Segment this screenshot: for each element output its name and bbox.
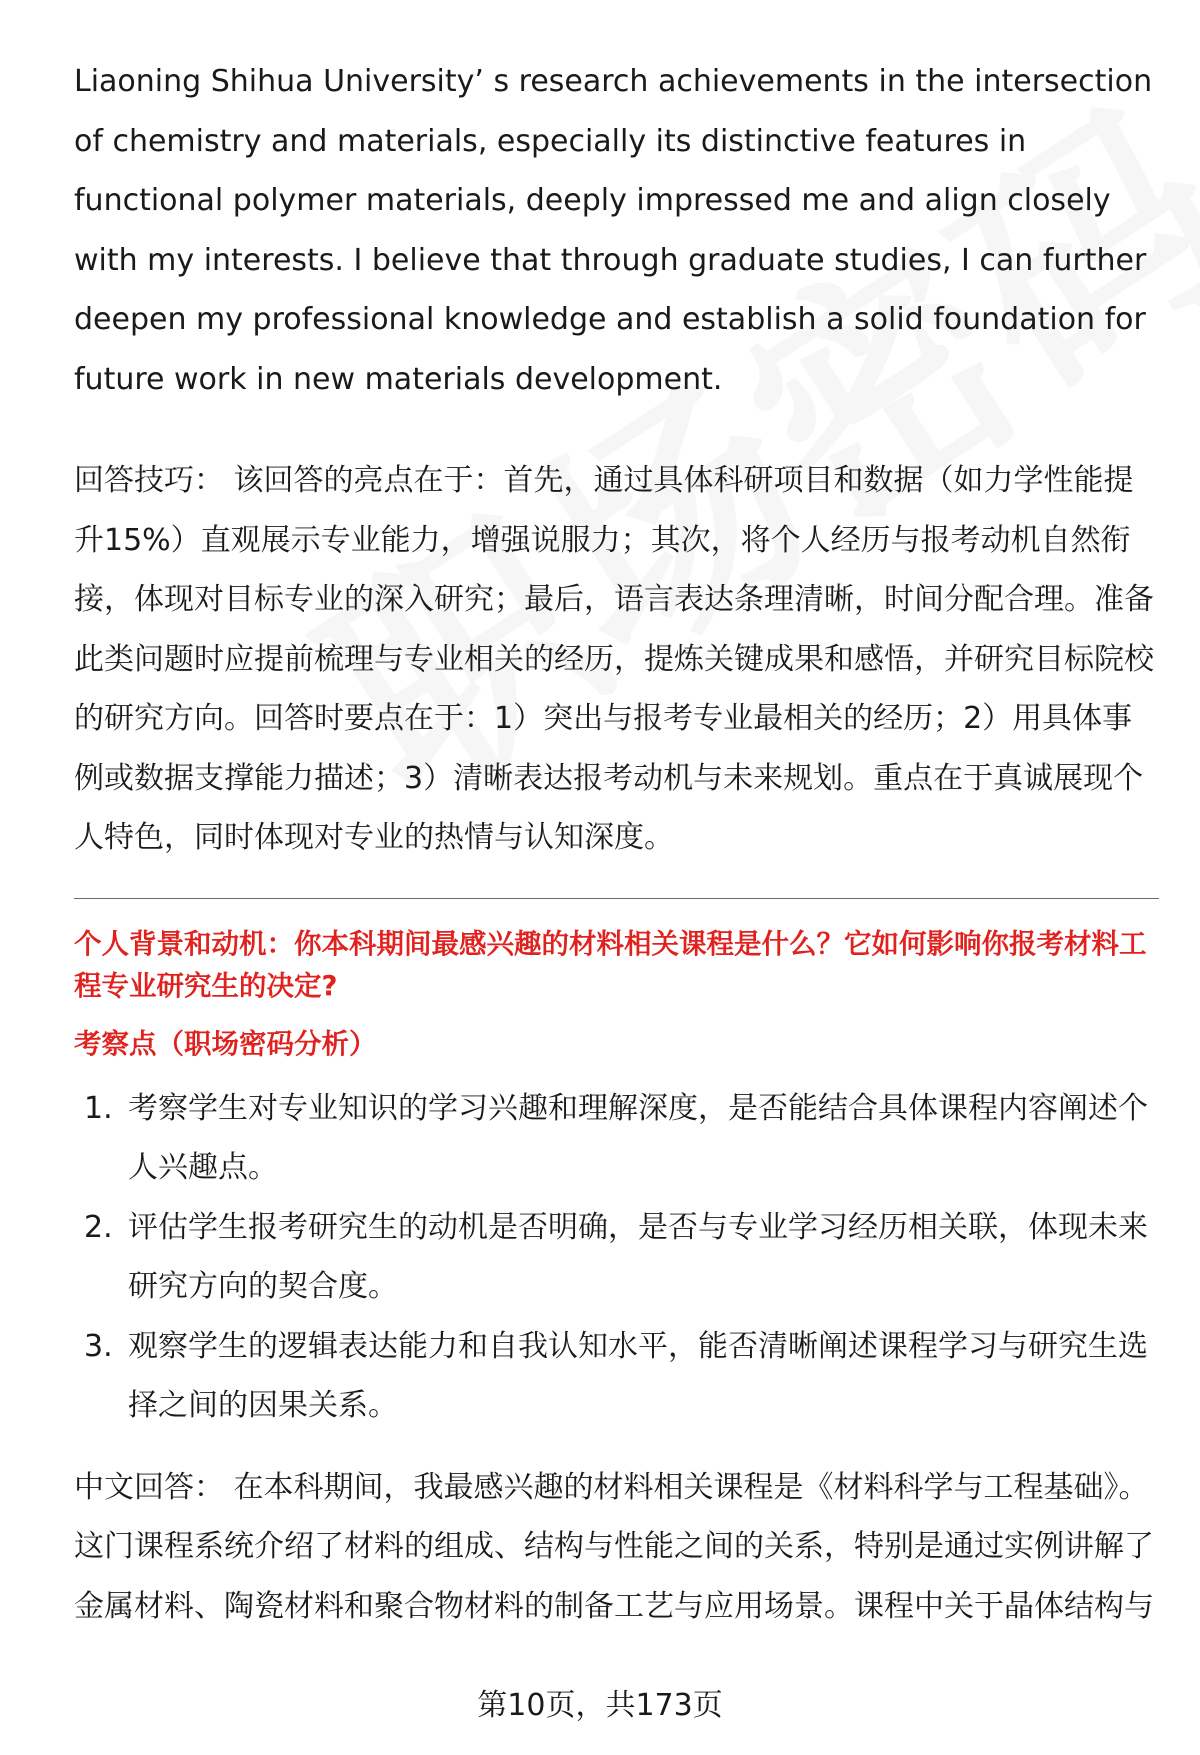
assessment-points-list (74, 1079, 1159, 1436)
list-item-number: 1. (84, 1090, 113, 1126)
list-item-text: 考察学生对专业知识的学习兴趣和理解深度，是否能结合具体课程内容阐述个人兴趣点。 (128, 1090, 1148, 1185)
page-content (74, 52, 1159, 1636)
list-item (74, 1079, 1159, 1198)
list-item (74, 1317, 1159, 1436)
list-item-number: 3. (84, 1328, 113, 1364)
chinese-answer-paragraph: 中文回答： 在本科期间，我最感兴趣的材料相关课程是《材料科学与工程基础》。这门课程系统介绍了材料的组成、结构与性能之间的关系，特别是通过实例讲解了金属材料、陶瓷材料和聚合物材料的制备工艺与应用场景。课程中关于晶体结构与 (74, 1469, 1154, 1624)
list-item-number: 2. (84, 1209, 113, 1245)
question-heading: 个人背景和动机：你本科期间最感兴趣的材料相关课程是什么？它如何影响你报考材料工程专业研究生的决定? (74, 927, 1147, 1002)
list-item (74, 1198, 1159, 1317)
english-answer-paragraph: Liaoning Shihua University’ s research achievements in the intersection of chemistry and materials, especially its distinctive features in functional polymer materials, deeply impressed me and align closely with my interests. I believe that through graduate studies, I can further deepen my professional knowledge and establish a solid foundation for future work in new materials development. (74, 64, 1153, 397)
assessment-points-heading: 考察点（职场密码分析） (74, 1027, 377, 1060)
list-item-text: 观察学生的逻辑表达能力和自我认知水平，能否清晰阐述课程学习与研究生选择之间的因果关系。 (128, 1328, 1148, 1423)
page-number-footer: 第10页，共173页 (477, 1688, 723, 1723)
section-divider (74, 898, 1159, 899)
answer-tips-paragraph: 回答技巧： 该回答的亮点在于：首先，通过具体科研项目和数据（如力学性能提升15%）直观展示专业能力，增强说服力；其次，将个人经历与报考动机自然衔接，体现对目标专业的深入研究；最后，语言表达条理清晰，时间分配合理。准备此类问题时应提前梳理与专业相关的经历，提炼关键成果和感悟，并研究目标院校的研究方向。回答时要点在于：1）突出与报考专业最相关的经历；2）用具体事例或数据支撑能力描述；3）清晰表达报考动机与未来规划。重点在于真诚展现个人特色，同时体现对专业的热情与认知深度。 (74, 463, 1154, 855)
list-item-text: 评估学生报考研究生的动机是否明确，是否与专业学习经历相关联，体现未来研究方向的契合度。 (128, 1209, 1148, 1304)
